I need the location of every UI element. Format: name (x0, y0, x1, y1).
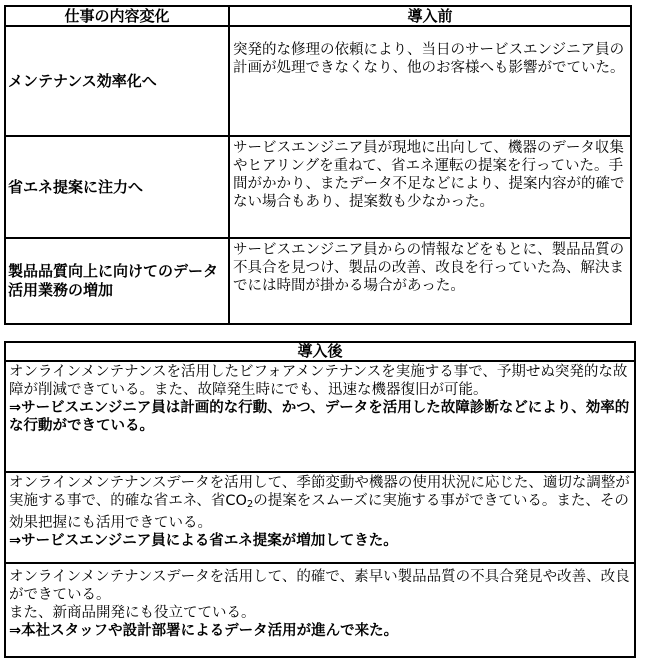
header-after: 導入後 (5, 342, 635, 361)
table-row (5, 136, 631, 238)
after-result: ⇒サービスエンジニア員による省エネ提案が増加してきた。 (9, 533, 398, 549)
before-cell: サービスエンジニア員が現地に出向して、機器のデータ収集やヒアリングを重ねて、省エネ運転の提案を行っていた。手間がかかり、またデータ不足などにより、提案内容が的確でない場合もあり、提案数も少なかった。 (229, 136, 631, 238)
after-text: オンラインメンテナンスデータを活用して、季節変動や機器の使用状況に応じた、適切な調整が実施する事で、的確な省エネ、省CO (9, 475, 630, 509)
after-text: オンラインメンテナンスデータを活用して、的確で、素早い製品品質の不具合発見や改善、改良ができている。 (9, 569, 630, 603)
after-table-header (5, 342, 635, 361)
before-cell: サービスエンジニア員からの情報などをもとに、製品品質の不具合を見つけ、製品の改善、改良を行っていた為、解決までには時間が掛かる場合があった。 (229, 238, 631, 324)
after-cell (5, 472, 635, 563)
after-text: オンラインメンテナンスを活用したビフォアメンテナンスを実施する事で、予期せぬ突発的な故障が削減できている。また、故障発生時にでも、迅速な機器復旧が可能。 (9, 364, 628, 398)
table-row (5, 26, 631, 136)
after-cell (5, 563, 635, 657)
category-cell: 省エネ提案に注力へ (5, 136, 229, 238)
after-text-2: また、新商品開発にも役立てている。 (9, 605, 256, 621)
table-row (5, 563, 635, 657)
header-before: 導入前 (229, 6, 631, 26)
after-result: ⇒サービスエンジニア員は計画的な行動、かつ、データを活用した故障診断などにより、効率的な行動ができている。 (9, 400, 630, 434)
header-category: 仕事の内容変化 (5, 6, 229, 26)
before-cell: 突発的な修理の依頼により、当日のサービスエンジニア員の計画が処理できなくなり、他のお客様へも影響がでていた。 (229, 26, 631, 136)
after-cell (5, 361, 635, 472)
after-table (4, 341, 636, 658)
category-cell: 製品品質向上に向けてのデータ活用業務の増加 (5, 238, 229, 324)
before-table (4, 5, 632, 325)
after-text-cont: の提案をスムーズに実施する事ができている。また、その効果把握にも活用できている。 (9, 493, 629, 531)
table-row (5, 361, 635, 472)
before-table-header (5, 6, 631, 26)
table-row (5, 472, 635, 563)
category-cell: メンテナンス効率化へ (5, 26, 229, 136)
table-row (5, 238, 631, 324)
subscript-2: 2 (246, 499, 254, 510)
after-result: ⇒本社スタッフや設計部署によるデータ活用が進んで来た。 (9, 623, 399, 639)
